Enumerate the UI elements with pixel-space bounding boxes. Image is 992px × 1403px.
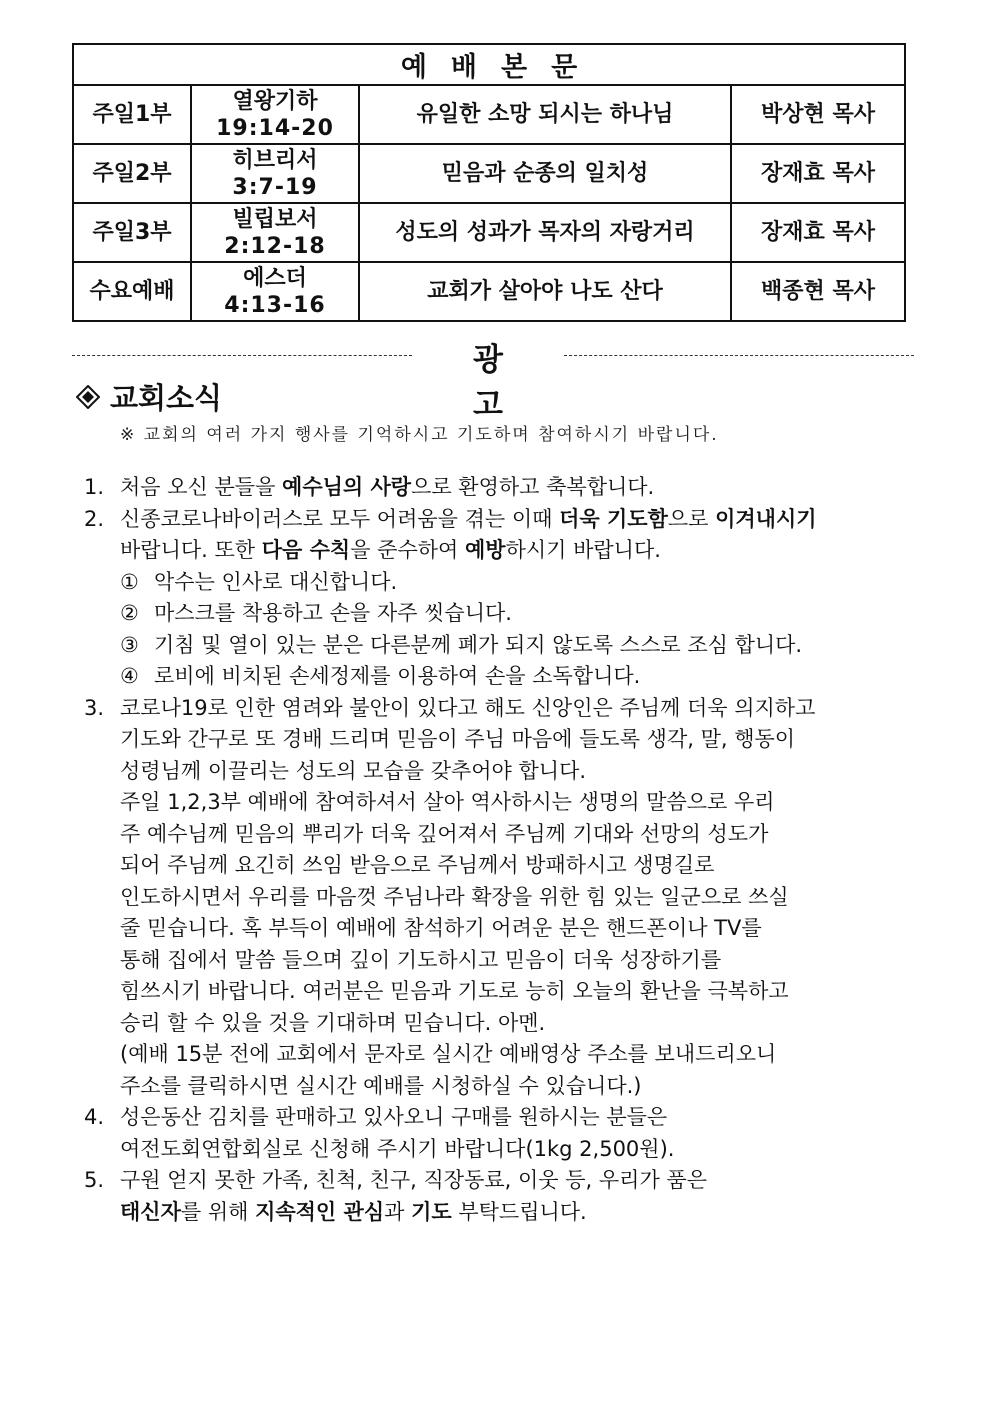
rule-item <box>120 661 854 693</box>
text-line: 구원 얻지 못한 가족, 친척, 친구, 직장동료, 이웃 등, 우리가 품은 <box>120 1168 707 1192</box>
text-line: 주 예수님께 믿음의 뿌리가 더욱 깊어져서 주님께 기대와 선망의 성도가 <box>120 821 769 846</box>
service-name: 수요예배 <box>73 262 191 321</box>
text-line: 성령님께 이끌리는 성도의 모습을 갖추어야 합니다. <box>120 758 587 783</box>
circled-number: ② <box>120 601 139 625</box>
text-run: 를 위해 <box>180 1199 256 1224</box>
scripture-book: 에스더 <box>243 265 307 291</box>
list-item <box>84 1165 854 1228</box>
preacher-name: 백종현 목사 <box>731 262 905 321</box>
circled-number: ① <box>120 569 139 594</box>
dashed-rule-left <box>72 355 412 356</box>
text-run: 신종코로나바이러스로 모두 어려움을 겪는 이때 <box>120 506 560 531</box>
rule-text: 로비에 비치된 손세정제를 이용하여 손을 소독합니다. <box>154 664 641 688</box>
emphasis-text: 태신자 <box>120 1199 181 1224</box>
scripture-book: 열왕기하 <box>232 88 318 114</box>
emphasis-text: 예방 <box>465 538 506 562</box>
scripture-ref: 3:7-19 <box>232 174 318 200</box>
table-row <box>73 144 905 203</box>
text-line: 통해 집에서 말씀 들으며 깊이 기도하시고 믿음이 더욱 성장하기를 <box>120 947 722 972</box>
item-number: 5. <box>84 1168 105 1192</box>
scripture-cell <box>191 203 359 262</box>
rule-text: 마스크를 착용하고 손을 자주 씻습니다. <box>154 601 512 625</box>
sermon-title: 교회가 살아야 나도 산다 <box>359 262 731 321</box>
text-line: 인도하시면서 우리를 마음껏 주님나라 확장을 위한 힘 있는 일군으로 쓰실 <box>120 884 789 909</box>
service-name: 주일2부 <box>73 144 191 203</box>
dashed-rule-right <box>564 355 914 356</box>
table-row <box>73 203 905 262</box>
emphasis-text: 더욱 기도함 <box>559 506 668 531</box>
diamond-bullet-icon <box>76 385 100 409</box>
scripture-cell <box>191 262 359 321</box>
emphasis-text: 예수님의 사랑 <box>282 475 412 499</box>
sermon-title: 믿음과 순종의 일치성 <box>359 144 731 203</box>
text-run: 으로 <box>667 506 716 531</box>
text-run: 하시기 바랍니다. <box>505 538 661 562</box>
list-item <box>84 1102 854 1165</box>
list-item <box>84 693 854 1103</box>
section-heading <box>76 376 222 417</box>
rule-text: 악수는 인사로 대신합니다. <box>154 569 398 594</box>
item-text <box>120 1102 854 1165</box>
item-number: 1. <box>84 475 105 499</box>
scripture-book: 빌립보서 <box>232 206 318 232</box>
rule-item <box>120 567 854 599</box>
circled-number: ④ <box>120 664 139 688</box>
item-number: 4. <box>84 1105 105 1129</box>
rule-item <box>120 630 854 662</box>
text-line: 코로나19로 인한 염려와 불안이 있다고 해도 신앙인은 주님께 더욱 의지하고 <box>120 695 816 720</box>
section-note: ※ 교회의 여러 가지 행사를 기억하시고 기도하며 참여하시기 바랍니다. <box>120 425 719 445</box>
text-line: 여전도회연합회실로 신청해 주시기 바랍니다(1kg 2,500원). <box>120 1136 675 1161</box>
scripture-cell <box>191 85 359 144</box>
item-text <box>120 693 854 1103</box>
text-line: 주일 1,2,3부 예배에 참여하셔서 살아 역사하시는 생명의 말씀으로 우리 <box>120 790 775 814</box>
emphasis-text: 기도 <box>411 1199 452 1224</box>
preacher-name: 장재효 목사 <box>731 203 905 262</box>
text-line: 기도와 간구로 또 경배 드리며 믿음이 주님 마음에 들도록 생각, 말, 행동이 <box>120 727 796 751</box>
rule-item <box>120 598 854 630</box>
text-run: 처음 오신 분들을 <box>120 475 283 499</box>
circled-number: ③ <box>120 632 139 657</box>
list-item <box>84 472 854 504</box>
text-line: 힘쓰시기 바랍니다. 여러분은 믿음과 기도로 능히 오늘의 환난을 극복하고 <box>120 979 789 1003</box>
scripture-book: 히브리서 <box>232 147 318 173</box>
preacher-name: 박상현 목사 <box>731 85 905 144</box>
text-line: 줄 믿습니다. 혹 부득이 예배에 참석하기 어려운 분은 핸드폰이나 TV를 <box>120 916 762 940</box>
text-run: 바랍니다. 또한 <box>120 538 262 562</box>
preacher-name: 장재효 목사 <box>731 144 905 203</box>
item-number: 3. <box>84 695 105 720</box>
sermon-title: 성도의 성과가 목자의 자랑거리 <box>359 203 731 262</box>
emphasis-text: 다음 수칙 <box>261 538 351 562</box>
text-line: 성은동산 김치를 판매하고 있사오니 구매를 원하시는 분들은 <box>120 1105 668 1129</box>
text-line: 주소를 클릭하시면 실시간 예배를 시청하실 수 있습니다.) <box>120 1073 642 1098</box>
section-title: 교회소식 <box>110 381 223 415</box>
announcements-heading: 광고 <box>473 342 537 423</box>
text-line: 승리 할 수 있을 것을 기대하며 믿습니다. 아멘. <box>120 1010 546 1035</box>
text-run: 부탁드립니다. <box>451 1199 587 1224</box>
sermon-title: 유일한 소망 되시는 하나님 <box>359 85 731 144</box>
rule-text: 기침 및 열이 있는 분은 다른분께 폐가 되지 않도록 스스로 조심 합니다. <box>154 632 803 657</box>
text-run: 으로 환영하고 축복합니다. <box>411 475 655 499</box>
item-text <box>120 1165 854 1228</box>
service-name: 주일3부 <box>73 203 191 262</box>
emphasis-text: 지속적인 관심 <box>255 1199 385 1224</box>
table-row <box>73 262 905 321</box>
table-row <box>73 85 905 144</box>
item-text <box>120 504 854 693</box>
item-number: 2. <box>84 506 105 531</box>
list-item <box>84 504 854 693</box>
scripture-ref: 19:14-20 <box>216 115 334 141</box>
service-name: 주일1부 <box>73 85 191 144</box>
text-run: 을 준수하여 <box>350 538 465 562</box>
news-list <box>84 472 854 1228</box>
sermon-table-title: 예배본문 <box>73 44 905 85</box>
scripture-ref: 4:13-16 <box>224 292 326 318</box>
emphasis-text: 이겨내시기 <box>715 506 817 531</box>
item-text <box>120 472 854 504</box>
text-line: 되어 주님께 요긴히 쓰임 받음으로 주님께서 방패하시고 생명길로 <box>120 853 715 877</box>
sermon-table <box>72 43 906 322</box>
scripture-ref: 2:12-18 <box>224 233 326 259</box>
text-run: 과 <box>384 1199 412 1224</box>
scripture-cell <box>191 144 359 203</box>
text-line: (예배 15분 전에 교회에서 문자로 실시간 예배영상 주소를 보내드리오니 <box>120 1042 777 1066</box>
